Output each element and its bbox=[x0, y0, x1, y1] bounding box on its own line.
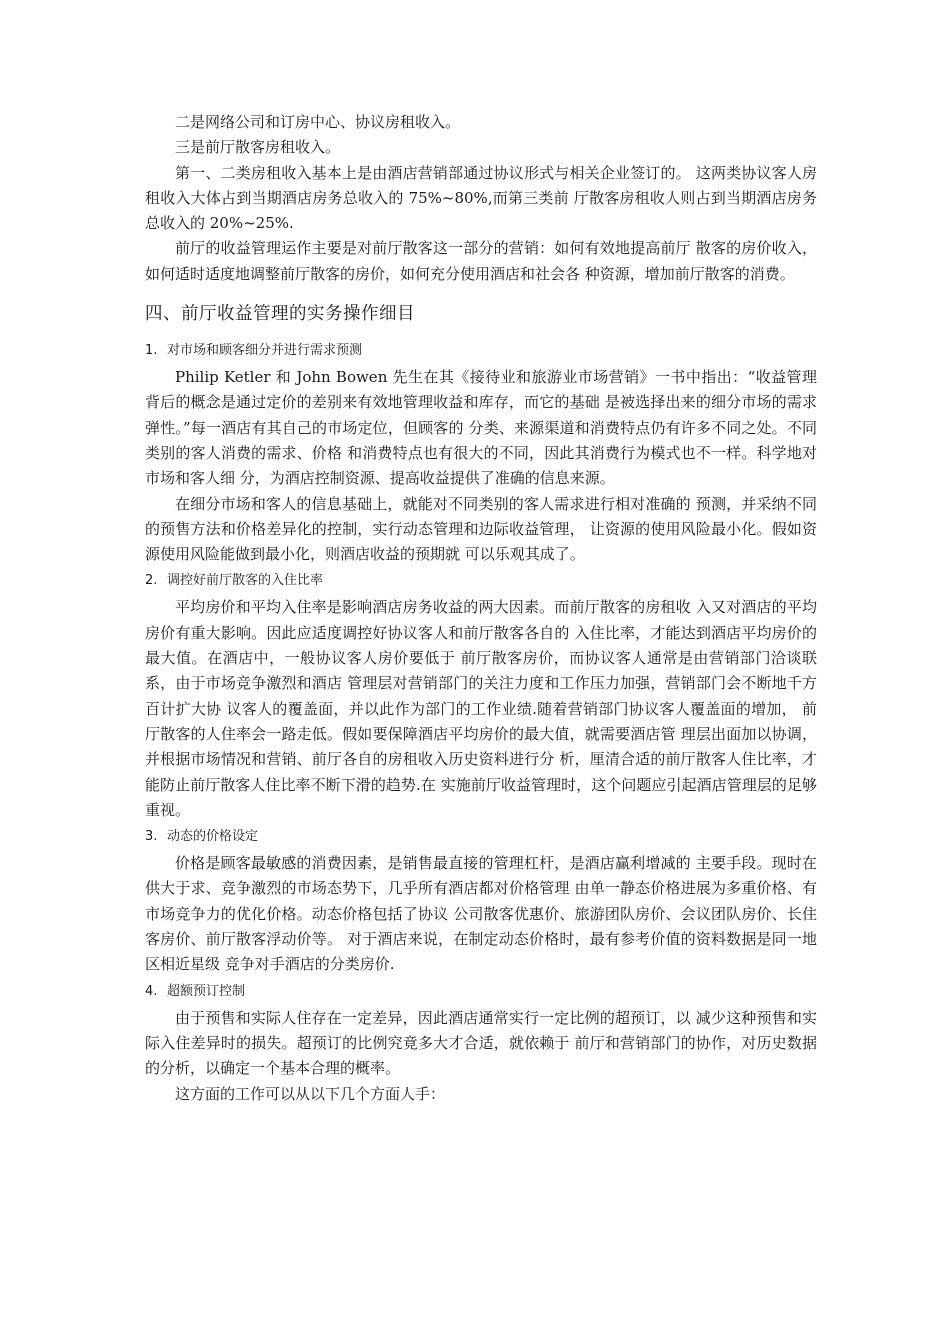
paragraph: 二是网络公司和订房中心、协议房租收入。 bbox=[175, 113, 461, 131]
subsection-number: 4. bbox=[145, 983, 158, 999]
paragraph: 平均房价和平均入住率是影响酒店房务收益的两大因素。而前厅散客的房租收 入又对酒店的平均房价有重大影响。因此应适度调控好协议客人和前厅散客各自的 入住比率，才能达到酒店平均房价的最大值。在酒店中，一般协议客人房价要低于 前厅散客房价，而协议客人通常是由营销部门洽谈联系，由于市场竞争激烈和酒店 管理层对营销部门的关注力度和工作压力加强，营销部门会不断地千方百计扩大协 议客人的覆盖面，并以此作为部门的工作业绩.随着营销部门协议客人覆盖面的增加， 前厅散客的人住率会一路走低。假如要保障酒店平均房价的最大值，就需要酒店管 理层出面加以协调，并根据市场情况和营销、前厅各自的房租收入历史资料进行分 析，厘清合适的前厅散客人住比率，才能防止前厅散客人住比率不断下滑的趋势.在 实施前厅收益管理时，这个问题应引起酒店管理层的足够重视。 bbox=[145, 598, 817, 819]
subsection-title: 对市场和顾客细分并进行需求预测 bbox=[167, 343, 363, 359]
section-heading: 四、前厅收益管理的实务操作细目 bbox=[145, 304, 415, 325]
paragraph: 第一、二类房租收入基本上是由酒店营销部通过协议形式与相关企业签订的。 这两类协议客人房租收入大体占到当期酒店房务总收入的 75%~80%,而第三类前 厅散客房租收人则占到当期酒店房务总收入的 20%~25%. bbox=[145, 163, 817, 233]
paragraph: 由于预售和实际人住存在一定差异，因此酒店通常实行一定比例的超预订，以 减少这种预售和实际入住差异时的损失。超预订的比例究竟多大才合适，就依赖于 前厅和营销部门的协作，对历史数据的分析，以确定一个基本合理的概率。 bbox=[145, 1008, 817, 1078]
paragraph: 三是前厅散客房租收入。 bbox=[175, 138, 341, 157]
subsection-title: 超额预订控制 bbox=[167, 983, 246, 999]
subsection-number: 2. bbox=[145, 573, 158, 589]
paragraph: 在细分市场和客人的信息基础上，就能对不同类别的客人需求进行相对准确的 预测，并采纳不同的预售方法和价格差异化的控制，实行动态管理和边际收益管理， 让资源的使用风险最小化。假如资源使用风险能做到最小化，则酒店收益的预期就 可以乐观其成了。 bbox=[145, 494, 817, 564]
subsection-title: 调控好前厅散客的入住比率 bbox=[167, 573, 324, 589]
paragraph: Philip Ketler 和 John Bowen 先生在其《接待业和旅游业市场营销》一书中指出：“收益管理背后的概念是通过定价的差别来有效地管理收益和库存，而它的基础 是被选择出来的细分市场的需求弹性。”每一酒店有其自己的市场定位，但顾客的 分类、来源渠道和消费特点仍有许多不同之处。不同类别的客人消费的需求、价格 和消费特点也有很大的不同，因此其消费行为模式也不一样。科学地对市场和客人细 分，为酒店控制资源、提高收益提供了准确的信息来源。 bbox=[145, 368, 817, 488]
subsection-heading-1 bbox=[145, 341, 817, 361]
subsection-title: 动态的价格设定 bbox=[167, 829, 259, 845]
subsection-heading-2 bbox=[145, 571, 817, 591]
subsection-number: 1. bbox=[145, 343, 158, 359]
paragraph: 前厅的收益管理运作主要是对前厅散客这一部分的营销：如何有效地提高前厅 散客的房价收入，如何适时适度地调整前厅散客的房价，如何充分使用酒店和社会各 种资源，增加前厅散客的消费。 bbox=[145, 239, 817, 283]
paragraph: 这方面的工作可以从以下几个方面人手： bbox=[175, 1084, 446, 1103]
subsection-heading-3 bbox=[145, 827, 817, 847]
paragraph: 价格是顾客最敏感的消费因素，是销售最直接的管理杠杆，是酒店赢利增减的 主要手段。现时在供大于求、竞争激烈的市场态势下，几乎所有酒店都对价格管理 由单一静态价格进展为多重价格、有市场竞争力的优化价格。动态价格包括了协议 公司散客优惠价、旅游团队房价、会议团队房价、长住客房价、前厅散客浮动价等。 对于酒店来说，在制定动态价格时，最有参考价值的资料数据是同一地区相近星级 竞争对手酒店的分类房价. bbox=[145, 854, 817, 974]
subsection-number: 3. bbox=[145, 829, 158, 845]
document-page bbox=[145, 110, 817, 1107]
subsection-heading-4 bbox=[145, 982, 817, 1002]
